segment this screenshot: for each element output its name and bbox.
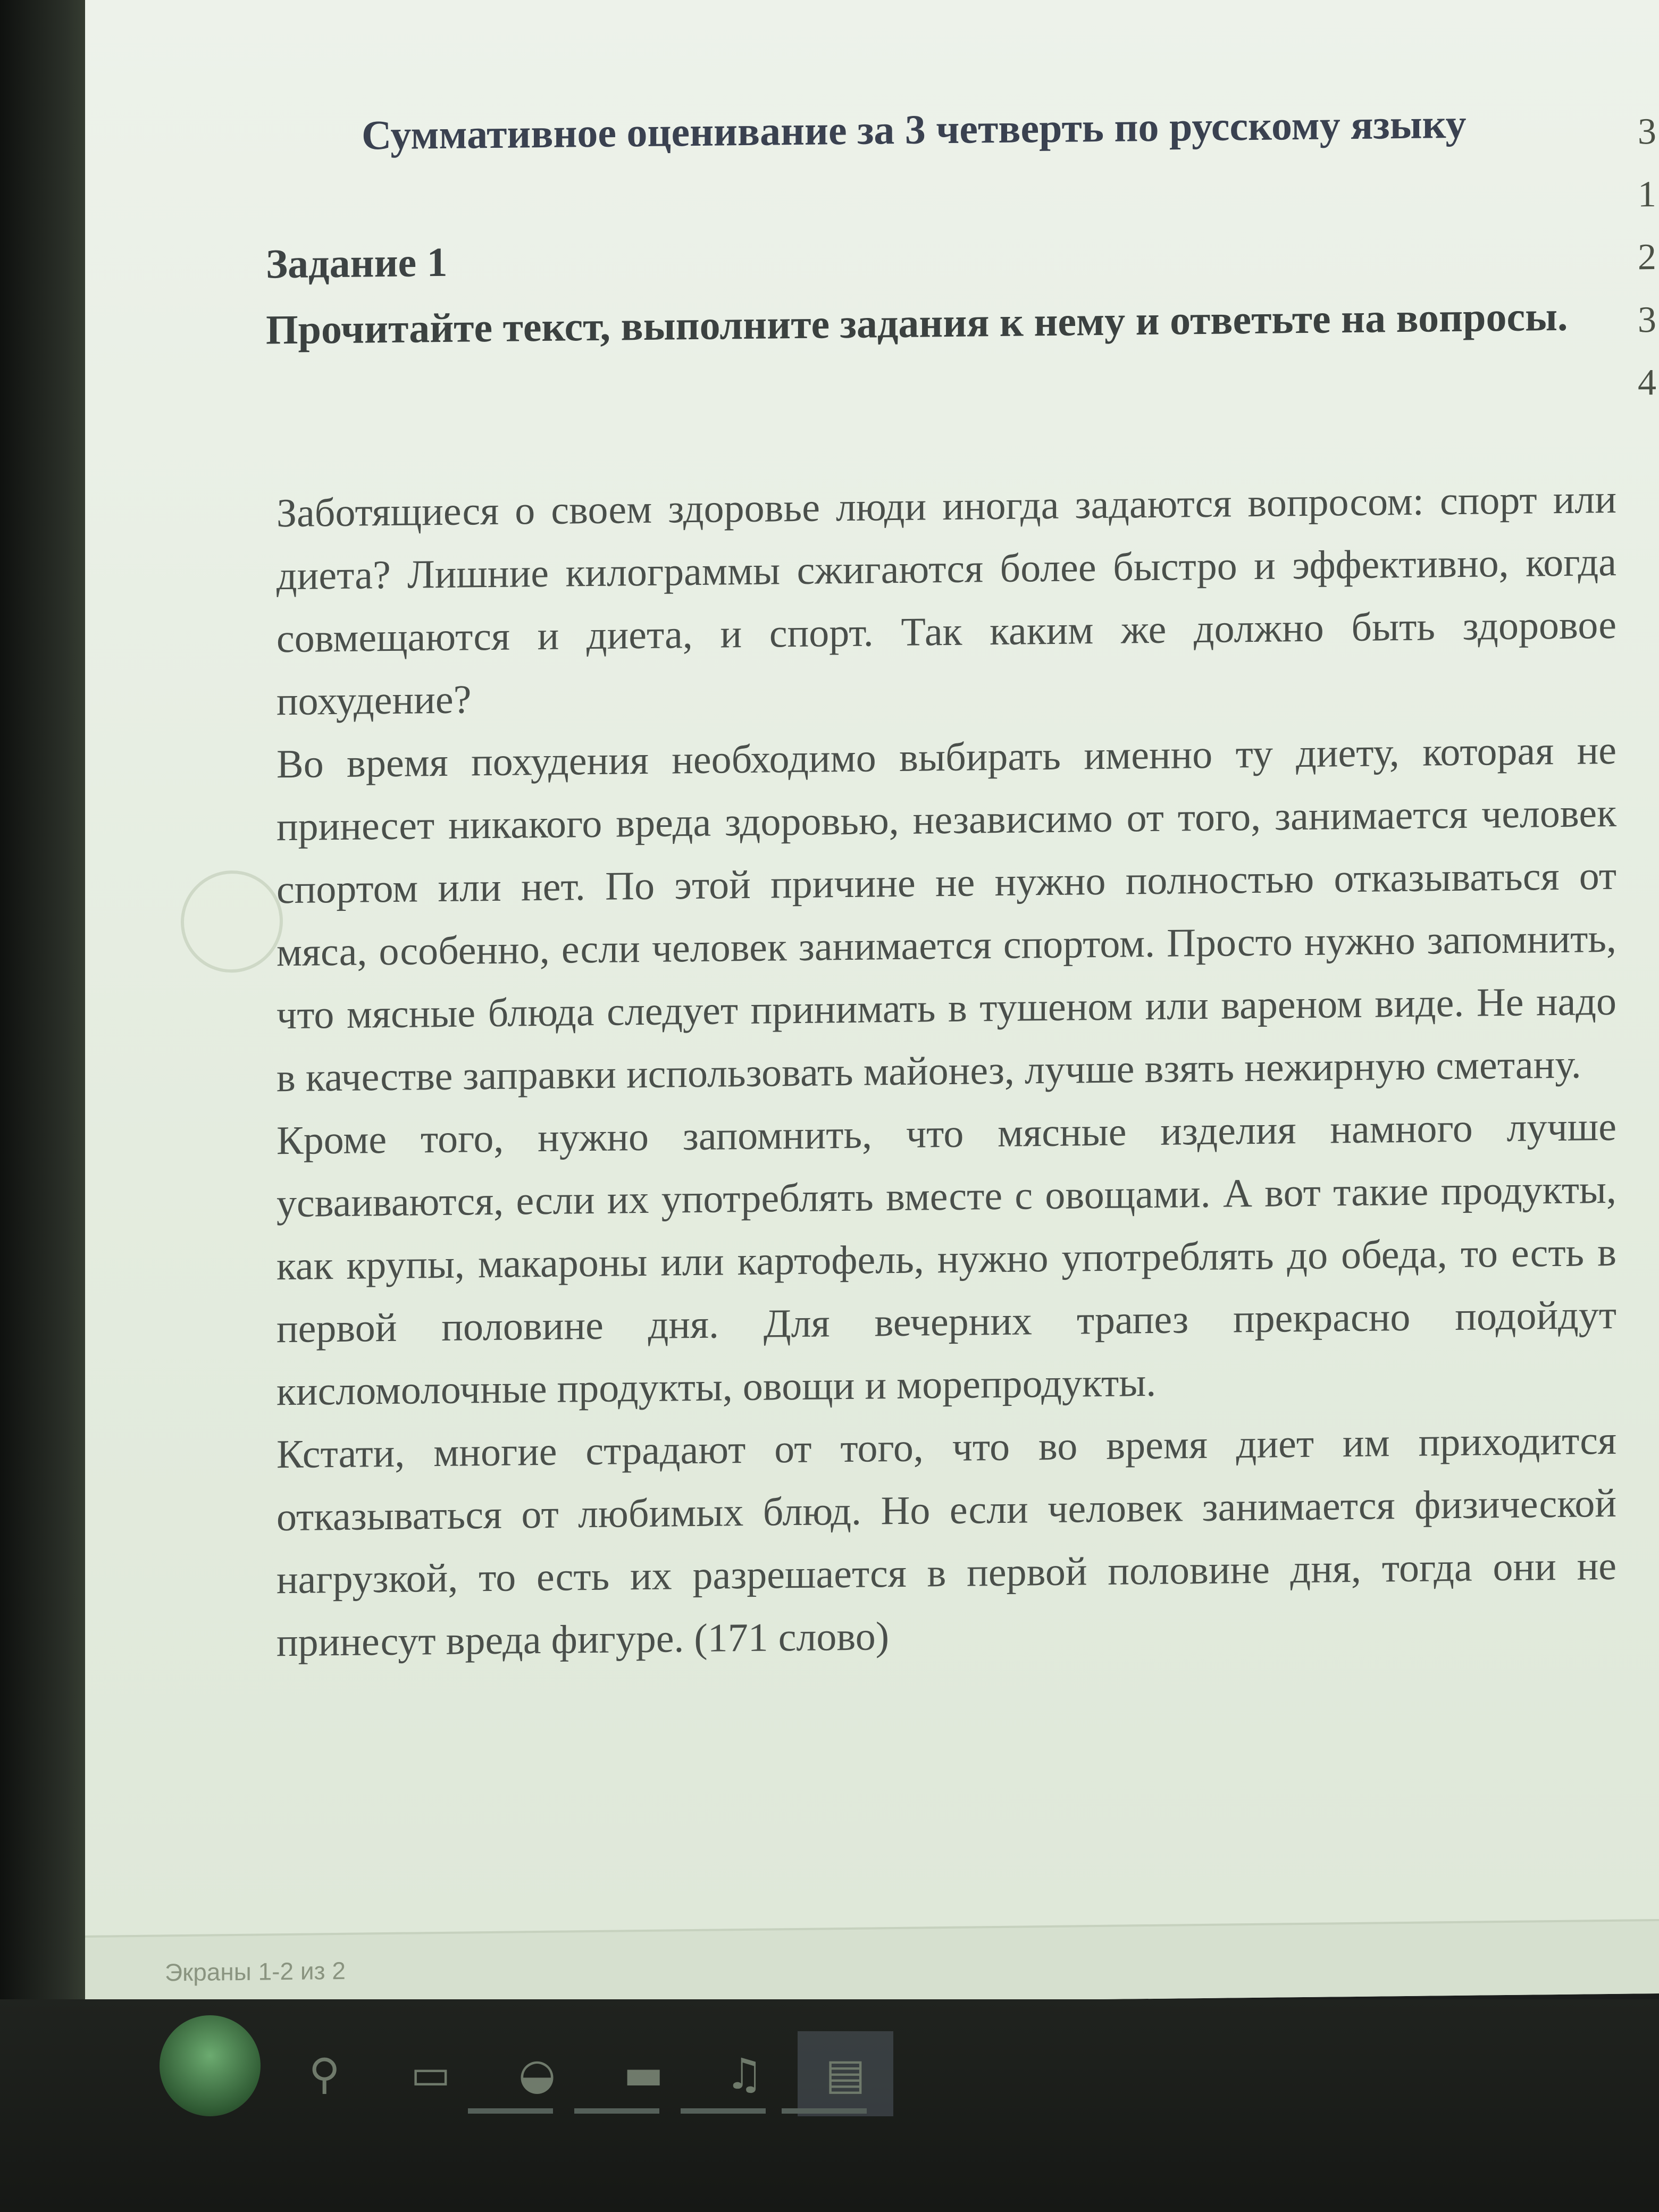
folder-glyph: ▬ [623, 2049, 664, 2099]
text-paragraph: Во время похудения необходимо выбирать именно ту диету, которая не принесет никакого вреда здоровью, независимо от того, занимается человек спортом или нет. По этой причине не нужно полностью отказываться от мяса, особенно, если человек занимается спортом. Просто нужно запомнить, что мясные блюда следует принимать в тушеном или вареном виде. Не надо в качестве заправки использовать майонез, лучше взять нежирную сметану. [276, 727, 1616, 1101]
task-view-icon[interactable] [383, 2031, 479, 2116]
document-page [85, 0, 1659, 1936]
adjacent-page-char: 1 [1638, 174, 1656, 215]
browser-glyph: ◒ [518, 2049, 556, 2099]
folder-icon[interactable] [596, 2031, 691, 2116]
task-instruction: Прочитайте текст, выполните задания к нему и ответьте на вопросы. [266, 292, 1568, 353]
start-orb-icon[interactable] [160, 2015, 261, 2116]
browser-icon[interactable] [489, 2031, 585, 2116]
search-icon[interactable] [287, 2031, 362, 2116]
search-glyph: ⚲ [308, 2049, 340, 2099]
adjacent-page-char: 3 [1638, 111, 1656, 153]
taskbar-running-indicator [782, 2108, 867, 2114]
page-nav-circle[interactable] [181, 870, 283, 973]
text-paragraph: Заботящиеся о своем здоровье люди иногда задаются вопросом: спорт или диета? Лишние килограммы сжигаются более быстро и эффективно, когда совмещаются и диета, и спорт. Так каким же должно быть здоровое похудение? [276, 476, 1616, 724]
adjacent-page-char: 2 [1638, 237, 1656, 278]
adjacent-page-char: 3 [1638, 299, 1656, 341]
text-paragraph: Кстати, многие страдают от того, что во время диет им приходится отказываться от любимых блюд. Но если человек занимается физической нагрузкой, то есть их разрешается в первой половине дня, тогда они не принесут вреда фигуре. (171 слово) [276, 1418, 1616, 1665]
monitor-bezel [0, 0, 93, 2021]
status-bar [85, 1919, 1659, 2010]
taskbar-running-indicator [574, 2108, 659, 2114]
text-paragraph: Кроме того, нужно запомнить, что мясные изделия намного лучше усваиваются, если их употреблять вместе с овощами. А вот такие продукты, как крупы, макароны или картофель, нужно употреблять до обеда, то есть в первой половине дня. Для вечерних трапез прекрасно подойдут кисломолочные продукты, овощи и морепродукты. [276, 1104, 1616, 1414]
page-indicator: Экраны 1-2 из 2 [165, 1956, 346, 1987]
taskbar [0, 1999, 1659, 2212]
taskbar-running-indicator [468, 2108, 553, 2114]
reading-text [276, 468, 1616, 1674]
media-glyph: ♫ [725, 2049, 764, 2099]
word-glyph: ▤ [825, 2049, 866, 2099]
adjacent-page-char: 4 [1638, 362, 1656, 404]
task-heading: Задание 1 [266, 238, 448, 287]
taskbar-running-indicator [681, 2108, 766, 2114]
document-title: Суммативное оценивание за 3 четверть по русскому языку [362, 100, 1467, 158]
task-view-glyph: ▭ [410, 2049, 451, 2099]
media-icon[interactable] [697, 2031, 792, 2116]
adjacent-page-edge [1638, 100, 1659, 414]
word-icon[interactable] [798, 2031, 893, 2116]
document-viewer-window [85, 0, 1659, 2010]
